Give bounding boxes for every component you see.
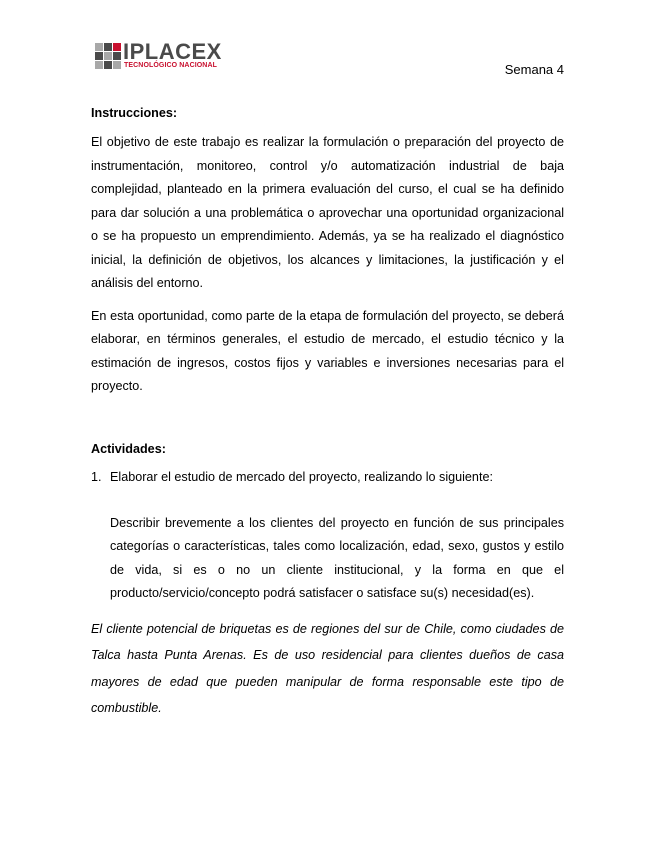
document-body <box>91 105 564 722</box>
activities-heading: Actividades: <box>91 441 166 456</box>
activity-item <box>91 469 564 485</box>
logo-name: IPLACEX <box>123 39 222 64</box>
week-label: Semana 4 <box>504 62 564 77</box>
logo-mark-icon <box>95 43 121 69</box>
activity-description: Describir brevemente a los clientes del proyecto en función de sus principales categorías o características, tales como localización, edad, sexo, gustos y estilo de vida, si es o no un cliente institucional, y la forma en que el producto/servicio/concepto podrá satisfacer o satisface su(s) necesidad(es). <box>110 515 564 600</box>
activity-answer: El cliente potencial de briquetas es de regiones del sur de Chile, como ciudades de Talca hasta Punta Arenas. Es de uso residencial para clientes dueños de casa mayores de edad que pueden manipular de forma responsable este tipo de combustible. <box>91 621 564 715</box>
logo-subtitle: TECNOLÓGICO NACIONAL <box>124 62 217 69</box>
activity-number: 1. <box>91 469 102 484</box>
iplacex-logo <box>95 39 235 73</box>
instructions-paragraph-1: El objetivo de este trabajo es realizar la formulación o preparación del proyecto de instrumentación, monitoreo, control y/o automatización industrial de baja complejidad, planteado en la primera evaluación del curso, el cual se ha definido para dar solución a una problemática o aprovechar una oportunidad organizacional o se ha propuesto un emprendimiento. Además, ya se ha realizado el diagnóstico inicial, la definición de objetivos, los alcances y limitaciones, la justificación y el análisis del entorno. <box>91 135 564 290</box>
instructions-heading: Instrucciones: <box>91 106 178 120</box>
activity-text: Elaborar el estudio de mercado del proyecto, realizando lo siguiente: <box>110 469 493 484</box>
instructions-paragraph-2: En esta oportunidad, como parte de la etapa de formulación del proyecto, se deberá elaborar, en términos generales, el estudio de mercado, el estudio técnico y la estimación de ingresos, costos fijos y variables e inversiones necesarias para el proyecto. <box>91 308 564 393</box>
